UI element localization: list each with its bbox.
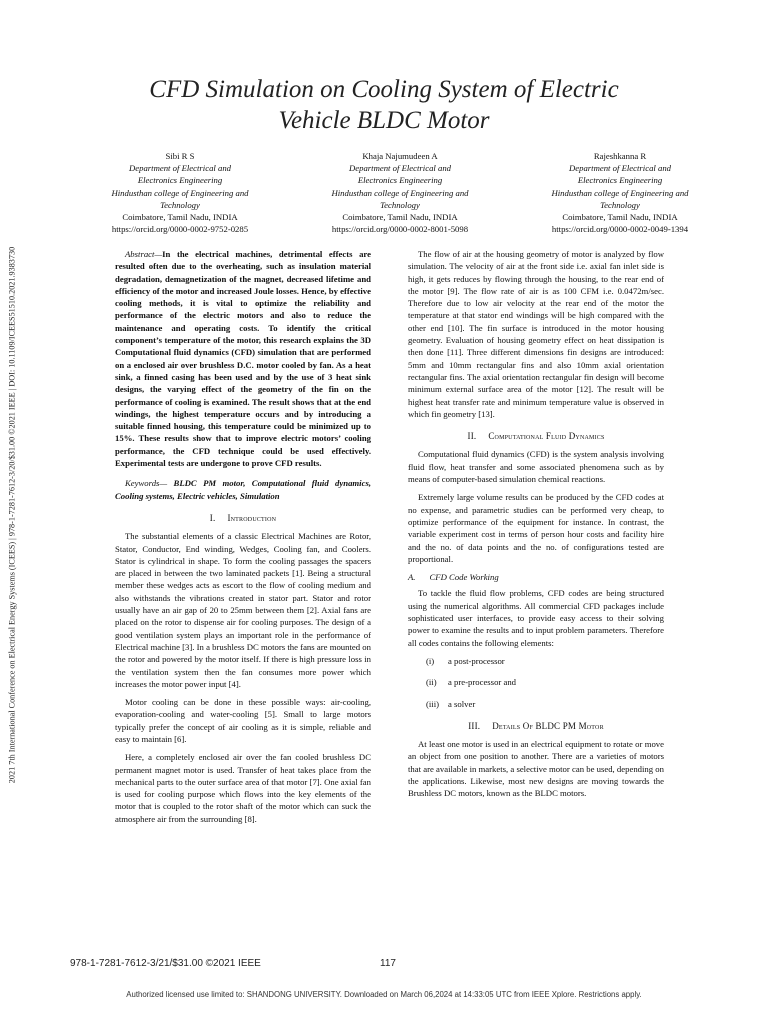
list-item (426, 655, 664, 667)
author-department: Department of Electrical and (568, 163, 672, 174)
intro-paragraph-3: Here, a completely enclosed air over the fan cooled brushless DC permanent magnet motor is used. Transfer of heat takes place from the mechanical parts to the outer surface area of that motor [7]. One axial fan is used for cooling purpose which flows into the key elements of the motor that is coupled to the rotor shaft of the motor which can suck the atmosphere air from the surrounding [8]. (115, 752, 371, 824)
cfd-code-paragraph: To tackle the fluid flow problems, CFD codes are being structured using the numerical algorithms. All commercial CFD packages include sophisticated user interfaces, to provide easy access to their solving power to examine the results and to input problem parameters. Therefore all codes contains the following elements: (408, 588, 664, 648)
paper-title-line-2: Vehicle BLDC Motor (278, 107, 490, 134)
author-location: Coimbatore, Tamil Nadu, INDIA (342, 212, 458, 223)
author-institution: Technology (600, 199, 640, 210)
section-heading-cfd (408, 430, 664, 442)
subsection-heading-cfd-code (408, 571, 664, 583)
author-1 (70, 150, 290, 235)
intro-paragraph-1: The substantial elements of a classic Electrical Machines are Rotor, Stator, Conductor, End winding, Wedges, Cooling fan, and Coolers. Stator is cylindrical in shape. To form the cooling passages the spacers are placed in between the two laminated packets [1]. Being a structural member these wedges acts as escort to the flow of cooling medium and also withstands the vibrations created in stator part. Stator and rotor usually have an air gap of 20 to 25mm between them [2]. Axial fans are placed on the rotor to dispense air for cooling purposes. The design of a good ventilation system plays an important role in the performance of Electrical machine [3]. In a brushless DC motors the fans are mounted on the rotor and powered by the motor itself. If there is high pressure loss in the ventilation system then the fan consumes more power which increases the motor power input [4]. (115, 531, 371, 689)
left-column (115, 248, 371, 831)
paper-title-line-1: CFD Simulation on Cooling System of Electric (149, 76, 619, 103)
author-block (70, 150, 730, 235)
author-orcid-link[interactable]: https://orcid.org/0000-0002-8001-5098 (331, 224, 469, 235)
keywords-text: BLDC PM motor, Computational fluid dynamics, Cooling systems, Electric vehicles, Simulation (115, 478, 371, 501)
page-number: 117 (380, 958, 396, 969)
keywords-label: Keywords— (125, 478, 168, 489)
list-marker: (i) (426, 655, 435, 666)
author-institution: Hindusthan college of Engineering and (331, 187, 469, 198)
cfd-paragraph-1: Computational fluid dynamics (CFD) is the system analysis involving fluid flow, heat transfer and some associated phenomena such as by means of computer-based simulation chemical reactions. (408, 449, 664, 485)
author-department: Department of Electrical and (348, 163, 452, 174)
author-orcid-link[interactable]: https://orcid.org/0000-0002-9752-0285 (111, 224, 249, 235)
section-number: II. (467, 431, 477, 442)
right-column (408, 248, 664, 806)
author-orcid-link[interactable]: https://orcid.org/0000-0002-0049-1394 (551, 224, 689, 235)
author-department: Department of Electrical and (128, 163, 232, 174)
intro-paragraph-2: Motor cooling can be done in these possible ways: air-cooling, evaporation-cooling and water-cooling [5]. Small to large motors typically prefer the concept of air cooling as it is simple, reliable and easy to maintain [6]. (115, 697, 371, 744)
list-item-text: a pre-processor and (448, 677, 517, 688)
list-marker: (iii) (426, 698, 440, 709)
author-3 (510, 150, 730, 235)
author-2 (290, 150, 510, 235)
keywords (115, 477, 371, 502)
section-title: Introduction (227, 512, 277, 523)
author-location: Coimbatore, Tamil Nadu, INDIA (562, 212, 678, 223)
subsection-title: CFD Code Working (429, 572, 499, 583)
author-name: Rajeshkanna R (593, 151, 647, 161)
author-department: Electronics Engineering (577, 175, 663, 186)
conference-sidebar (6, 175, 18, 855)
author-department: Electronics Engineering (357, 175, 443, 186)
section-heading-introduction (115, 512, 371, 524)
author-institution: Hindusthan college of Engineering and (111, 187, 249, 198)
list-marker: (ii) (426, 677, 437, 688)
abstract (115, 248, 371, 469)
author-location: Coimbatore, Tamil Nadu, INDIA (122, 212, 238, 223)
list-item-text: a solver (448, 698, 476, 709)
author-name: Sibi R S (165, 151, 195, 161)
section-title: Computational Fluid Dynamics (488, 431, 605, 442)
list-item (426, 676, 664, 688)
isbn-copyright: 978-1-7281-7612-3/21/$31.00 ©2021 IEEE (70, 958, 261, 969)
section-title: Details Of BLDC PM Motor (492, 720, 604, 731)
author-department: Electronics Engineering (137, 175, 223, 186)
cfd-paragraph-2: Extremely large volume results can be produced by the CFD codes at no expense, and parametric studies can be performed very cheap, to optimize performance of the equipment for instance. In contrast, the variable experiment cost in terms of person hour costs and facility hire and the no. of data points and the no. of configurations tested are proportional. (408, 492, 664, 564)
list-item (426, 698, 664, 710)
author-institution: Hindusthan college of Engineering and (551, 187, 689, 198)
list-item-text: a post-processor (448, 655, 505, 666)
section-number: I. (209, 512, 216, 523)
abstract-text: In the electrical machines, detrimental effects are resulted often due to the overheating, such as insulation material degradation, demagnetization of the magnet, decreased lifetime and efficiency of the motor and increased Joule losses. Hence, by effective cooling methods, it is vital to optimize the reliability and performance of the electric motors and also to reduce the maintenance and operating costs. To identify the critical component’s temperature of the motor, this research explains the 3D Computational fluid dynamics (CFD) simulation that are performed on a enclosed air over brushless D.C. motor cooled by fan. As a heat sink, a finned casing has been used and by the use of 3 heat sink designs, the varying effect of the geometry of the fin on the performance of cooling is examined. The result shows that at the end windings, the highest temperature occurs and by introducing a suitable finned housing, this temperature could be minimized up to 15%. These results show that to improve electric motors’ cooling performance, the CFD technique could be used effectively. Experimental tests are undergone to prove CFD results. (115, 249, 371, 469)
license-notice: Authorized licensed use limited to: SHANDONG UNIVERSITY. Downloaded on March 06,2024 at 14:33:05 UTC from IEEE Xplore. Restrictions apply. (126, 990, 642, 999)
author-name: Khaja Najumudeen A (362, 151, 438, 161)
section-heading-bldc (408, 720, 664, 732)
author-institution: Technology (160, 199, 200, 210)
subsection-number: A. (408, 572, 416, 583)
conference-sidebar-text: 2021 7th International Conference on Electrical Energy Systems (ICEES) | 978-1-7281-7612-3/20/$31.00 ©2021 IEEE | DOI: 10.1109/ICEES51510.2021.9383730 (7, 246, 17, 784)
author-institution: Technology (380, 199, 420, 210)
flow-analysis-paragraph: The flow of air at the housing geometry of motor is analyzed by flow simulation. The velocity of air at the front side i.e. axial fan inlet side is high, it gets reduces by flowing through the housing, to the rear end of the motor [9]. The flow rate of air is as 100 CFM i.e. 0.0472m/sec. Therefore due to low air velocity at the rear end of the motor the temperature at that stator end windings will be high compared with the other end [10]. The fin surface is introduced in the motor housing geometry. Evaluation of housing geometry effect on heat dissipation is then done [11]. Three different dimensions fin designs are introduced: 5mm and 10mm rectangular fins and also 10mm axial orientation rectangular fins. The axial orientation rectangular fin design will become minimum external surface area of the motor [12]. The result will be highest heat transfer rate and minimum temperature value is observed in which fin geometry [13]. (408, 249, 664, 419)
bldc-paragraph: At least one motor is used in an electrical equipment to rotate or move an object from one position to another. There are a varieties of motors that are available in markets, a selective motor can be used, depending on the applications. Likewise, most new designs are moving towards the Brushless DC motors, known as the BLDC motors. (408, 739, 664, 799)
abstract-label: Abstract— (125, 249, 163, 259)
cfd-elements-list (426, 655, 664, 710)
section-number: III. (468, 720, 481, 731)
paper-title (60, 74, 708, 136)
